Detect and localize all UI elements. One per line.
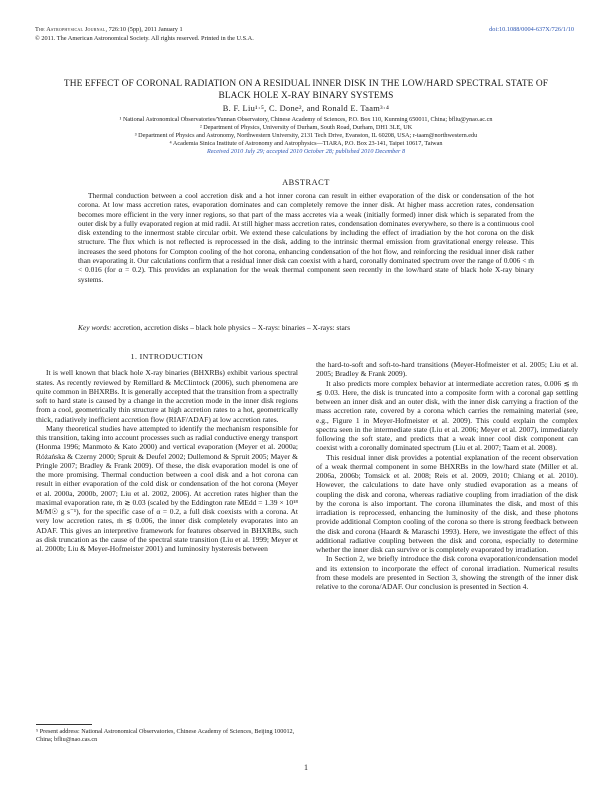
paper-title: THE EFFECT OF CORONAL RADIATION ON A RESIDUAL INNER DISK IN THE LOW/HARD SPECTRAL STATE OF BLACK HOLE X-RAY BINARY SYSTEMS [63,79,549,101]
footnote-divider [36,724,92,725]
affiliation-2: ² Department of Physics, University of Durham, South Road, Durham, DH1 3LE, UK [199,124,413,131]
affiliations [40,116,572,156]
page-number: 1 [304,763,308,772]
abstract-heading: ABSTRACT [282,178,330,187]
keywords [78,323,534,332]
affiliation-3: ³ Department of Physics and Astronomy, Northwestern University, 2131 Tech Drive, Evanston, IL 60208, USA; r-taam@northwestern.edu [134,132,478,139]
copyright: © 2011. The American Astronomical Society. All rights reserved. Printed in the U.S.A. [35,34,254,42]
right-column [316,360,578,591]
paragraph: the hard-to-soft and soft-to-hard transitions (Meyer-Hofmeister et al. 2005; Liu et al. 2005; Bradley & Frank 2009). [316,360,578,379]
keywords-label: Key words: [78,323,112,332]
affiliation-1: ¹ National Astronomical Observatories/Yunnan Observatory, Chinese Academy of Sciences, P.O. Box 110, Kunming 650011, China; bfliu@ynao.ac.cn [119,116,493,123]
paragraph: It is well known that black hole X-ray binaries (BHXRBs) exhibit various spectral states. As recently reviewed by Remillard & McClintock (2006), such phenomena are quite common in BHXRBs. It is generally accepted that the transition from a spectrally soft to hard state is caused by a change in the accretion mode in the inner disk regions from a cool, geometrically thin structure at high accretion rates to a hot, geometrically thick, radiatively inefficient accretion flow (RIAF/ADAF) at low accretion rates. [36,368,298,424]
received-dates: Received 2010 July 29; accepted 2010 October 28; published 2010 December 8 [206,148,406,155]
left-column [36,352,298,553]
section-heading-introduction: 1. INTRODUCTION [130,352,204,361]
abstract-text: Thermal conduction between a cool accretion disk and a hot inner corona can result in either evaporation of the disk or condensation of the hot corona. At low mass accretion rates, evaporation dominates and can completely remove the inner disk. At higher mass accretion rates, condensation becomes more efficient in the very inner regions, so that part of the mass accretes via a weak (initially formed) inner disk which is separated from the outer disk by a fully evaporated region at mid radii. At still higher mass accretion rates, condensation dominates everywhere, so there is a continuous cool disk extending to the innermost stable circular orbit. We extend these calculations by including the effect of irradiation by the hot corona on the disk structure. The flux which is not reflected is reprocessed in the disk, adding to the intrinsic thermal emission from gravitational energy release. This increases the seed photons for Compton cooling of the hot corona, enhancing condensation of the hot flow, and reinforcing the residual inner disk rather than evaporating it. Our calculations confirm that a residual inner disk can coexist with a hard, coronally dominated spectrum over the range of 0.006 < ṁ < 0.016 (for α = 0.2). This provides an explanation for the weak thermal component seen recently in the low/hard state of black hole X-ray binary systems. [78,191,534,284]
journal-name: The Astrophysical Journal [35,26,106,33]
author-list: B. F. Liu¹·⁵, C. Done², and Ronald E. Taam³·⁴ [222,104,390,113]
paragraph: It also predicts more complex behavior at intermediate accretion rates, 0.006 ≲ ṁ ≲ 0.03. Here, the disk is truncated into a composite form with a coronal gap settling between an inner disk and an outer disk, with the inner disk carrying a fraction of the mass accretion rate, covered by a corona which carries the remaining material (see, e.g., Figure 1 in Meyer-Hofmeister et al. 2009). This could explain the complex spectra seen in the intermediate state (Liu et al. 2006; Meyer et al. 2007), immediately following the soft state, and predicts that a weak inner cool disk component can coexist with a coronally dominated spectrum (Liu et al. 2007; Taam et al. 2008). [316,378,578,453]
doi-link[interactable]: doi:10.1088/0004-637X/726/1/10 [489,26,574,33]
footnote: ⁵ Present address: National Astronomical Observatories, Chinese Academy of Sciences, Beijing 100012, China; bfliu@nao.cas.cn [36,728,295,743]
paragraph: This residual inner disk provides a potential explanation of the recent observation of a weak thermal component in some BHXRBs in the low/hard state (Miller et al. 2006a, 2006b; Tomsick et al. 2008; Reis et al. 2009, 2010; Chiang et al. 2010). However, the calculations to date have only studied evaporation as a means of coupling the disk and corona, whereas radiative coupling from irradiation of the disk by the corona is also important. The corona illuminates the disk, and most of this irradiation is reprocessed, enhancing the luminosity of the disk, and these photons provide additional Compton cooling of the corona so there is strong feedback between the disk and corona (Haardt & Maraschi 1993). Here, we investigate the effect of this additional radiative coupling between the disk and corona, especially to determine whether the inner disk can survive or is completely evaporated by irradiation. [316,452,578,554]
keywords-list: accretion, accretion disks – black hole physics – X-rays: binaries – X-rays: stars [113,323,351,332]
paragraph: Many theoretical studies have attempted to identify the mechanism responsible for this transition, taking into account processes such as radial conductive energy transport (Honma 1996; Manmoto & Kato 2000) and vertical evaporation (Meyer et al. 2000a; Różańska & Czerny 2000; Spruit & Deufel 2002; Dullemond & Spruit 2005; Mayer & Pringle 2007; Bradley & Frank 2009). Of these, the disk evaporation model is one of the more promising. Thermal conduction between a cool disk and a hot corona can result in either evaporation of the cold disk or condensation of the hot corona (Meyer et al. 2000a, 2000b, 2007; Liu et al. 2002, 2006). At accretion rates higher than the maximal evaporation rate, ṁ ≳ 0.03 (scaled by the Eddington rate ṀEdd = 1.39 × 10¹⁸ M/M☉ g s⁻¹), for the specific case of α = 0.2, a full disk coexists with a corona. At very low accretion rates, ṁ ≲ 0.006, the inner disk completely evaporates into an ADAF. This gives an interpretive framework for features observed in BHXRBs, such as disk truncation as the cause of the spectral state transition (Liu et al. 1999; Meyer et al. 2000b; Liu & Meyer-Hofmeister 2001) and luminosity hysteresis between [36,423,298,553]
affiliation-4: ⁴ Academia Sinica Institute of Astronomy and Astrophysics—TIARA, P.O. Box 23-141, Taipei 10617, Taiwan [169,140,443,147]
paragraph: In Section 2, we briefly introduce the disk corona evaporation/condensation model and its extension to incorporate the effect of coronal irradiation. Numerical results from these models are presented in Section 3, showing the strength of the inner disk relative to the corona/ADAF. Our conclusion is presented in Section 4. [316,554,578,591]
doi-header [489,26,574,35]
citation: , 726:10 (5pp), 2011 January 1 [105,26,183,33]
running-header [35,26,254,43]
